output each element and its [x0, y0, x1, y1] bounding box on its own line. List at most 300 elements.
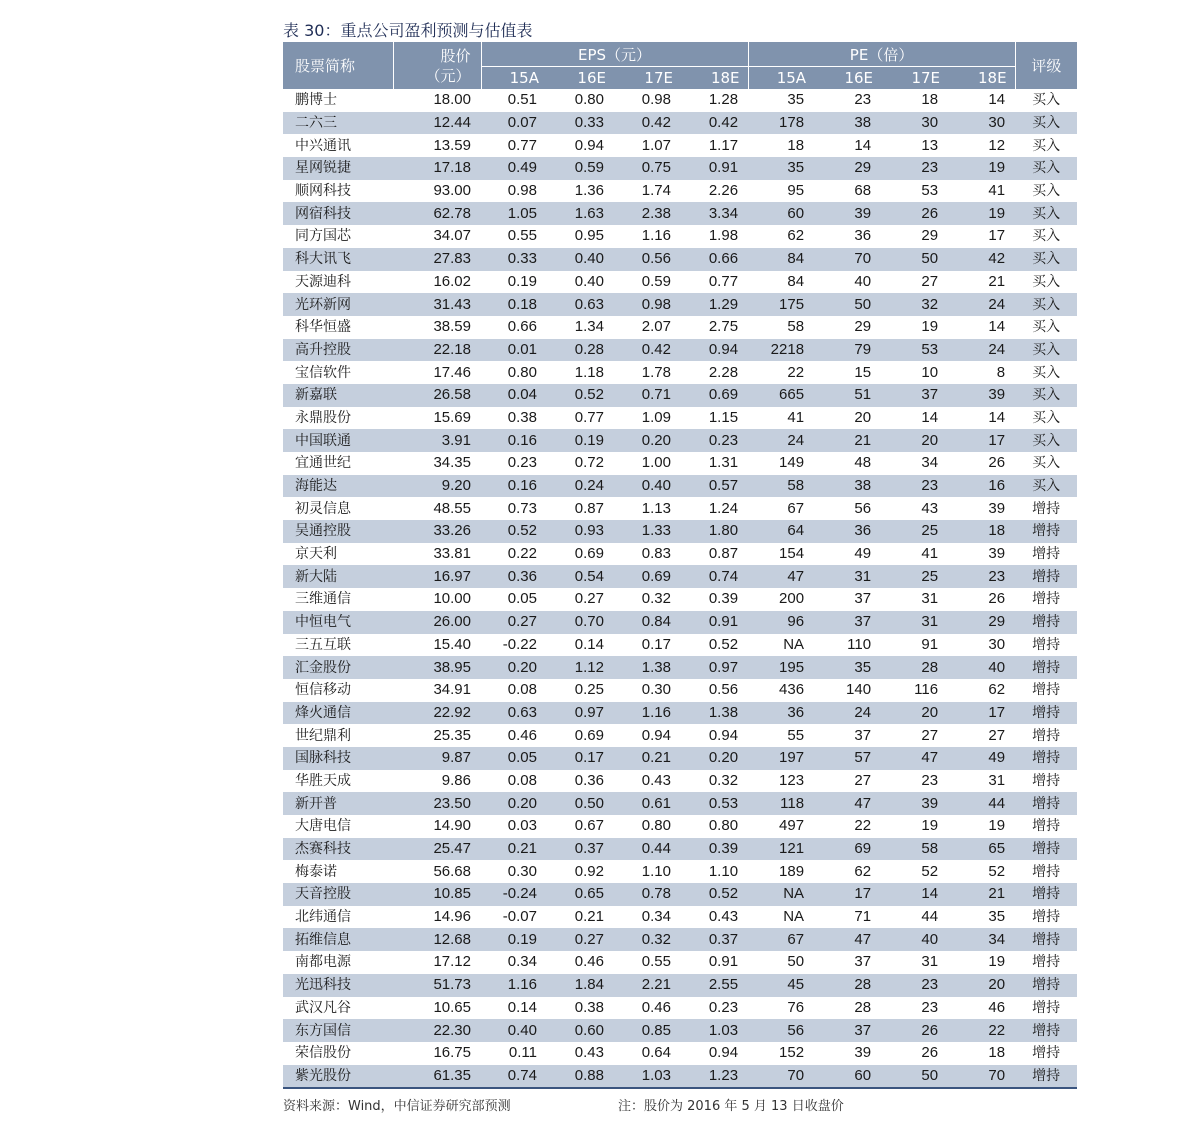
cell-eps-17e: 0.20 — [614, 429, 681, 452]
cell-eps-18e: 0.91 — [681, 611, 748, 634]
cell-price: 12.68 — [393, 928, 481, 951]
table-row — [283, 770, 1077, 793]
cell-stock-name: 东方国信 — [283, 1019, 393, 1042]
cell-eps-16e: 0.69 — [574, 726, 604, 744]
cell-eps-15a: 0.49 — [481, 157, 547, 180]
cell-pe-18e: 31 — [988, 771, 1006, 789]
cell-pe-17e: 39 — [881, 792, 948, 815]
cell-pe-15a: 152 — [779, 1044, 805, 1062]
header-eps-16e: 16E — [547, 67, 614, 90]
cell-rating: 增持 — [1032, 909, 1061, 926]
cell-pe-17e: 41 — [921, 545, 939, 563]
cell-rating: 增持 — [1032, 863, 1061, 880]
table-title: 表 30：重点公司盈利预测与估值表 — [283, 21, 533, 40]
cell-pe-17e: 31 — [881, 611, 948, 634]
cell-price: 34.07 — [433, 227, 471, 245]
header-eps-group: EPS（元） — [481, 42, 748, 67]
cell-eps-18e: 2.26 — [708, 182, 739, 200]
cell-eps-18e: 0.42 — [681, 112, 748, 135]
cell-rating: 增持 — [1032, 727, 1061, 744]
cell-price: 93.00 — [433, 182, 471, 200]
cell-rating: 增持 — [1032, 772, 1061, 789]
cell-eps-17e: 0.59 — [641, 272, 671, 290]
cell-pe-16e: 36 — [814, 520, 881, 543]
cell-eps-15a: 0.74 — [481, 1065, 547, 1089]
cell-pe-16e: 39 — [814, 202, 881, 225]
cell-pe-18e: 20 — [948, 974, 1015, 997]
cell-eps-17e: 0.56 — [614, 248, 681, 271]
cell-eps-16e: 0.52 — [547, 384, 614, 407]
header-price — [393, 42, 481, 89]
cell-eps-18e: 1.29 — [681, 293, 748, 316]
cell-stock-name: 烽火通信 — [283, 702, 393, 725]
cell-pe-15a: NA — [783, 635, 805, 653]
table-row — [283, 225, 1077, 248]
cell-eps-17e: 0.71 — [614, 384, 681, 407]
cell-stock-name: 三五互联 — [295, 636, 351, 653]
header-price-line2: （元） — [425, 66, 471, 85]
cell-rating: 买入 — [1015, 384, 1077, 407]
cell-pe-18e: 46 — [988, 998, 1006, 1016]
cell-price: 22.18 — [393, 339, 481, 362]
cell-eps-16e: 1.18 — [574, 363, 604, 381]
cell-pe-17e: 29 — [921, 227, 939, 245]
cell-eps-18e: 0.91 — [708, 953, 739, 971]
cell-pe-18e: 26 — [988, 590, 1006, 608]
cell-eps-17e: 2.07 — [641, 318, 671, 336]
cell-pe-16e: 20 — [854, 408, 872, 426]
cell-rating: 买入 — [1015, 339, 1077, 362]
footer-source: 资料来源：Wind，中信证券研究部预测 — [283, 1099, 511, 1114]
cell-rating: 买入 — [1032, 409, 1061, 426]
cell-eps-17e: 0.94 — [641, 726, 671, 744]
cell-rating: 增持 — [1015, 656, 1077, 679]
cell-eps-16e: 0.43 — [574, 1044, 604, 1062]
cell-eps-18e: 0.94 — [708, 1044, 739, 1062]
cell-rating: 买入 — [1032, 319, 1061, 336]
cell-eps-15a: 0.63 — [481, 702, 547, 725]
table-row — [283, 248, 1077, 271]
cell-pe-16e: 47 — [814, 928, 881, 951]
cell-rating: 增持 — [1015, 792, 1077, 815]
cell-rating: 增持 — [1032, 1045, 1061, 1062]
cell-stock-name: 北纬通信 — [295, 909, 351, 926]
cell-pe-15a: 121 — [748, 838, 814, 861]
cell-pe-17e: 27 — [921, 272, 939, 290]
cell-eps-16e: 0.69 — [574, 545, 604, 563]
cell-pe-17e: 23 — [881, 157, 948, 180]
cell-eps-17e: 0.40 — [614, 475, 681, 498]
cell-pe-15a: 96 — [748, 611, 814, 634]
cell-pe-18e: 42 — [948, 248, 1015, 271]
cell-pe-18e: 40 — [948, 656, 1015, 679]
cell-eps-18e: 1.23 — [681, 1065, 748, 1089]
cell-eps-15a: 0.40 — [481, 1019, 547, 1042]
cell-price: 56.68 — [433, 862, 471, 880]
cell-eps-17e: 0.55 — [641, 953, 671, 971]
cell-eps-17e: 0.34 — [641, 908, 671, 926]
cell-eps-16e: 0.97 — [547, 702, 614, 725]
cell-pe-18e: 18 — [948, 520, 1015, 543]
cell-pe-15a: 436 — [779, 681, 805, 699]
cell-eps-17e: 1.16 — [641, 227, 671, 245]
cell-pe-18e: 34 — [948, 928, 1015, 951]
cell-rating: 买入 — [1015, 248, 1077, 271]
cell-eps-16e: 0.65 — [547, 883, 614, 906]
cell-rating: 增持 — [1015, 883, 1077, 906]
cell-stock-name: 网宿科技 — [283, 202, 393, 225]
cell-price: 34.91 — [433, 681, 471, 699]
cell-eps-18e: 0.23 — [681, 429, 748, 452]
header-pe-15a: 15A — [748, 67, 814, 90]
cell-price: 22.30 — [393, 1019, 481, 1042]
cell-eps-15a: 0.01 — [481, 339, 547, 362]
cell-eps-18e: 1.80 — [681, 520, 748, 543]
cell-eps-15a: 0.27 — [481, 611, 547, 634]
cell-eps-17e: 0.32 — [641, 590, 671, 608]
cell-pe-16e: 71 — [854, 908, 872, 926]
cell-pe-18e: 30 — [948, 112, 1015, 135]
cell-pe-17e: 23 — [921, 998, 939, 1016]
cell-pe-17e: 20 — [881, 429, 948, 452]
cell-pe-17e: 20 — [881, 702, 948, 725]
cell-stock-name: 光迅科技 — [283, 974, 393, 997]
cell-pe-16e: 14 — [854, 136, 872, 154]
cell-pe-16e: 35 — [814, 656, 881, 679]
cell-eps-17e: 0.32 — [614, 928, 681, 951]
cell-pe-15a: 76 — [787, 998, 805, 1016]
cell-stock-name: 武汉凡谷 — [295, 999, 351, 1016]
cell-pe-15a: 175 — [748, 293, 814, 316]
cell-pe-18e: 16 — [948, 475, 1015, 498]
cell-eps-15a: 0.51 — [507, 91, 537, 109]
cell-eps-18e: 0.66 — [681, 248, 748, 271]
cell-pe-15a: 58 — [748, 475, 814, 498]
cell-eps-17e: 2.38 — [614, 202, 681, 225]
cell-pe-15a: NA — [748, 883, 814, 906]
cell-eps-17e: 0.83 — [641, 545, 671, 563]
cell-price: 16.02 — [433, 272, 471, 290]
cell-stock-name: 顺网科技 — [295, 183, 351, 200]
cell-pe-18e: 27 — [988, 726, 1006, 744]
table-row — [283, 157, 1077, 180]
cell-eps-15a: 0.22 — [507, 545, 537, 563]
table-row — [283, 656, 1077, 679]
cell-pe-15a: 95 — [787, 182, 805, 200]
cell-pe-16e: 48 — [854, 454, 872, 472]
cell-eps-17e: 0.30 — [641, 681, 671, 699]
cell-stock-name: 中兴通讯 — [295, 137, 351, 154]
cell-stock-name: 大唐电信 — [295, 818, 351, 835]
cell-price: 10.00 — [433, 590, 471, 608]
table-row — [283, 543, 1077, 566]
cell-pe-16e: 40 — [854, 272, 872, 290]
cell-eps-16e: 1.63 — [547, 202, 614, 225]
cell-pe-15a: 64 — [748, 520, 814, 543]
cell-eps-18e: 1.24 — [708, 499, 739, 517]
cell-pe-17e: 47 — [881, 747, 948, 770]
cell-pe-16e: 47 — [814, 792, 881, 815]
cell-eps-15a: 0.11 — [508, 1044, 537, 1062]
cell-eps-15a: 0.16 — [481, 429, 547, 452]
cell-pe-15a: 35 — [748, 157, 814, 180]
cell-pe-16e: 29 — [854, 318, 872, 336]
cell-eps-16e: 1.36 — [574, 182, 604, 200]
forecast-valuation-table — [283, 42, 1077, 1089]
cell-eps-15a: 0.20 — [481, 656, 547, 679]
cell-stock-name: 拓维信息 — [283, 928, 393, 951]
cell-eps-18e: 1.10 — [708, 862, 739, 880]
cell-eps-15a: -0.07 — [502, 908, 537, 926]
cell-rating: 增持 — [1015, 1019, 1077, 1042]
cell-eps-18e: 0.37 — [681, 928, 748, 951]
cell-pe-17e: 26 — [881, 202, 948, 225]
table-row — [283, 724, 1077, 747]
cell-pe-16e: 27 — [854, 771, 872, 789]
table-body — [283, 89, 1077, 1088]
cell-pe-16e: 37 — [854, 726, 872, 744]
cell-stock-name: 同方国芯 — [295, 228, 351, 245]
cell-eps-16e: 0.95 — [574, 227, 604, 245]
header-eps-15a: 15A — [481, 67, 547, 90]
cell-eps-17e: 0.44 — [614, 838, 681, 861]
cell-stock-name: 南都电源 — [295, 954, 351, 971]
table-row — [283, 384, 1077, 407]
cell-pe-15a: 36 — [748, 702, 814, 725]
table-row — [283, 702, 1077, 725]
table-row — [283, 429, 1077, 452]
cell-eps-15a: -0.24 — [481, 883, 547, 906]
cell-pe-17e: 28 — [881, 656, 948, 679]
cell-rating: 增持 — [1015, 928, 1077, 951]
cell-rating: 增持 — [1032, 682, 1061, 699]
cell-rating: 增持 — [1015, 1065, 1077, 1089]
cell-eps-17e: 1.74 — [641, 182, 671, 200]
cell-price: 48.55 — [433, 499, 471, 517]
cell-eps-17e: 0.64 — [641, 1044, 671, 1062]
cell-eps-18e: 0.56 — [708, 681, 739, 699]
cell-price: 33.81 — [433, 545, 471, 563]
cell-eps-15a: 0.66 — [507, 318, 537, 336]
cell-pe-15a: 45 — [748, 974, 814, 997]
cell-stock-name: 京天利 — [295, 546, 337, 563]
cell-pe-18e: 70 — [948, 1065, 1015, 1089]
cell-eps-15a: 0.05 — [507, 590, 537, 608]
cell-eps-17e: 0.42 — [614, 112, 681, 135]
cell-stock-name: 恒信移动 — [295, 682, 351, 699]
cell-pe-18e: 62 — [988, 681, 1006, 699]
cell-eps-15a: 0.21 — [481, 838, 547, 861]
cell-pe-17e: 25 — [881, 565, 948, 588]
cell-eps-15a: 0.19 — [481, 928, 547, 951]
cell-eps-15a: 0.36 — [481, 565, 547, 588]
cell-eps-17e: 0.17 — [641, 635, 671, 653]
cell-pe-17e: 19 — [921, 318, 939, 336]
cell-eps-18e: 0.20 — [681, 747, 748, 770]
cell-pe-15a: NA — [783, 908, 805, 926]
cell-rating: 买入 — [1015, 475, 1077, 498]
cell-rating: 增持 — [1032, 954, 1061, 971]
cell-pe-16e: 60 — [814, 1065, 881, 1089]
cell-pe-17e: 14 — [881, 883, 948, 906]
cell-pe-16e: 50 — [814, 293, 881, 316]
cell-price: 22.92 — [393, 702, 481, 725]
cell-pe-15a: 197 — [748, 747, 814, 770]
cell-eps-16e: 0.77 — [574, 408, 604, 426]
cell-stock-name: 科华恒盛 — [295, 319, 351, 336]
table-row — [283, 951, 1077, 974]
cell-rating: 买入 — [1032, 455, 1061, 472]
cell-eps-16e: 0.21 — [574, 908, 604, 926]
cell-eps-15a: 0.46 — [507, 726, 537, 744]
cell-pe-16e: 38 — [814, 112, 881, 135]
cell-rating: 买入 — [1015, 112, 1077, 135]
cell-pe-17e: 40 — [881, 928, 948, 951]
cell-pe-15a: 665 — [748, 384, 814, 407]
header-pe-18e: 18E — [948, 67, 1015, 90]
cell-eps-18e: 1.98 — [708, 227, 739, 245]
cell-pe-15a: 149 — [779, 454, 805, 472]
cell-rating: 增持 — [1015, 838, 1077, 861]
cell-price: 25.47 — [393, 838, 481, 861]
cell-pe-16e: 140 — [846, 681, 872, 699]
cell-pe-17e: 50 — [881, 1065, 948, 1089]
cell-eps-16e: 1.84 — [547, 974, 614, 997]
cell-eps-16e: 0.40 — [547, 248, 614, 271]
cell-eps-17e: 0.84 — [614, 611, 681, 634]
cell-eps-16e: 0.27 — [574, 590, 604, 608]
cell-pe-18e: 21 — [988, 272, 1006, 290]
cell-pe-16e: 69 — [814, 838, 881, 861]
cell-eps-18e: 1.28 — [708, 91, 739, 109]
cell-eps-17e: 1.78 — [641, 363, 671, 381]
table-row — [283, 520, 1077, 543]
cell-rating: 买入 — [1032, 228, 1061, 245]
cell-stock-name: 永鼎股份 — [295, 409, 351, 426]
cell-price: 18.00 — [433, 91, 471, 109]
table-row — [283, 860, 1077, 883]
cell-stock-name: 世纪鼎利 — [295, 727, 351, 744]
cell-pe-17e: 30 — [881, 112, 948, 135]
cell-pe-18e: 19 — [988, 817, 1006, 835]
cell-rating: 增持 — [1015, 565, 1077, 588]
cell-eps-15a: 0.08 — [507, 771, 537, 789]
cell-eps-15a: 0.18 — [481, 293, 547, 316]
cell-eps-17e: 1.03 — [614, 1065, 681, 1089]
cell-pe-15a: 58 — [787, 318, 805, 336]
table-row — [283, 565, 1077, 588]
cell-pe-16e: 70 — [814, 248, 881, 271]
cell-eps-16e: 0.38 — [574, 998, 604, 1016]
table-row — [283, 883, 1077, 906]
cell-eps-15a: 0.34 — [507, 953, 537, 971]
cell-eps-18e: 0.80 — [708, 817, 739, 835]
cell-eps-16e: 0.72 — [574, 454, 604, 472]
cell-eps-18e: 0.74 — [681, 565, 748, 588]
cell-pe-17e: 34 — [921, 454, 939, 472]
cell-eps-18e: 0.91 — [681, 157, 748, 180]
cell-price: 9.86 — [441, 771, 471, 789]
cell-eps-17e: 1.16 — [614, 702, 681, 725]
cell-eps-15a: 0.30 — [507, 862, 537, 880]
cell-pe-16e: 79 — [814, 339, 881, 362]
cell-rating: 买入 — [1032, 183, 1061, 200]
cell-pe-16e: 39 — [854, 1044, 872, 1062]
cell-pe-17e: 58 — [881, 838, 948, 861]
table-row — [283, 271, 1077, 294]
cell-pe-18e: 29 — [948, 611, 1015, 634]
cell-eps-18e: 2.75 — [708, 318, 739, 336]
cell-pe-16e: 57 — [814, 747, 881, 770]
cell-pe-16e: 56 — [854, 499, 872, 517]
cell-price: 31.43 — [393, 293, 481, 316]
cell-eps-15a: 0.55 — [507, 227, 537, 245]
cell-stock-name: 鹏博士 — [295, 92, 337, 109]
cell-stock-name: 新嘉联 — [283, 384, 393, 407]
cell-pe-16e: 37 — [814, 1019, 881, 1042]
header-eps-17e: 17E — [614, 67, 681, 90]
cell-pe-17e: 44 — [921, 908, 939, 926]
cell-pe-16e: 28 — [854, 998, 872, 1016]
cell-rating: 买入 — [1032, 92, 1061, 109]
cell-pe-18e: 14 — [988, 91, 1006, 109]
cell-price: 34.35 — [433, 454, 471, 472]
header-eps-18e: 18E — [681, 67, 748, 90]
cell-pe-18e: 8 — [996, 363, 1006, 381]
table-row — [283, 361, 1077, 384]
cell-stock-name: 紫光股份 — [283, 1065, 393, 1089]
cell-eps-18e: 0.97 — [681, 656, 748, 679]
table-row — [283, 1065, 1077, 1089]
header-pe-group: PE（倍） — [748, 42, 1015, 67]
cell-stock-name: 梅泰诺 — [295, 863, 337, 880]
cell-pe-15a: 18 — [787, 136, 805, 154]
cell-eps-16e: 0.50 — [547, 792, 614, 815]
header-rating: 评级 — [1015, 42, 1077, 89]
cell-price: 10.85 — [393, 883, 481, 906]
table-row — [283, 634, 1077, 657]
cell-pe-18e: 39 — [948, 384, 1015, 407]
cell-price: 16.97 — [393, 565, 481, 588]
cell-eps-16e: 0.70 — [547, 611, 614, 634]
cell-eps-16e: 0.54 — [547, 565, 614, 588]
cell-pe-18e: 22 — [948, 1019, 1015, 1042]
cell-pe-18e: 26 — [988, 454, 1006, 472]
cell-eps-15a: 0.77 — [507, 136, 537, 154]
cell-pe-18e: 19 — [948, 202, 1015, 225]
cell-pe-18e: 19 — [948, 157, 1015, 180]
cell-eps-17e: 0.69 — [614, 565, 681, 588]
cell-price: 14.90 — [433, 817, 471, 835]
cell-pe-15a: 55 — [787, 726, 805, 744]
cell-price: 12.44 — [393, 112, 481, 135]
cell-stock-name: 杰赛科技 — [283, 838, 393, 861]
cell-rating: 增持 — [1032, 546, 1061, 563]
table-row — [283, 475, 1077, 498]
cell-eps-16e: 1.12 — [547, 656, 614, 679]
cell-rating: 增持 — [1015, 747, 1077, 770]
cell-pe-15a: 123 — [779, 771, 805, 789]
cell-pe-16e: 38 — [814, 475, 881, 498]
cell-pe-17e: 25 — [881, 520, 948, 543]
cell-eps-16e: 0.40 — [574, 272, 604, 290]
cell-eps-15a: 0.52 — [481, 520, 547, 543]
cell-eps-16e: 0.94 — [574, 136, 604, 154]
cell-rating: 增持 — [1015, 702, 1077, 725]
table-row — [283, 202, 1077, 225]
cell-eps-16e: 0.36 — [574, 771, 604, 789]
cell-pe-18e: 17 — [948, 702, 1015, 725]
